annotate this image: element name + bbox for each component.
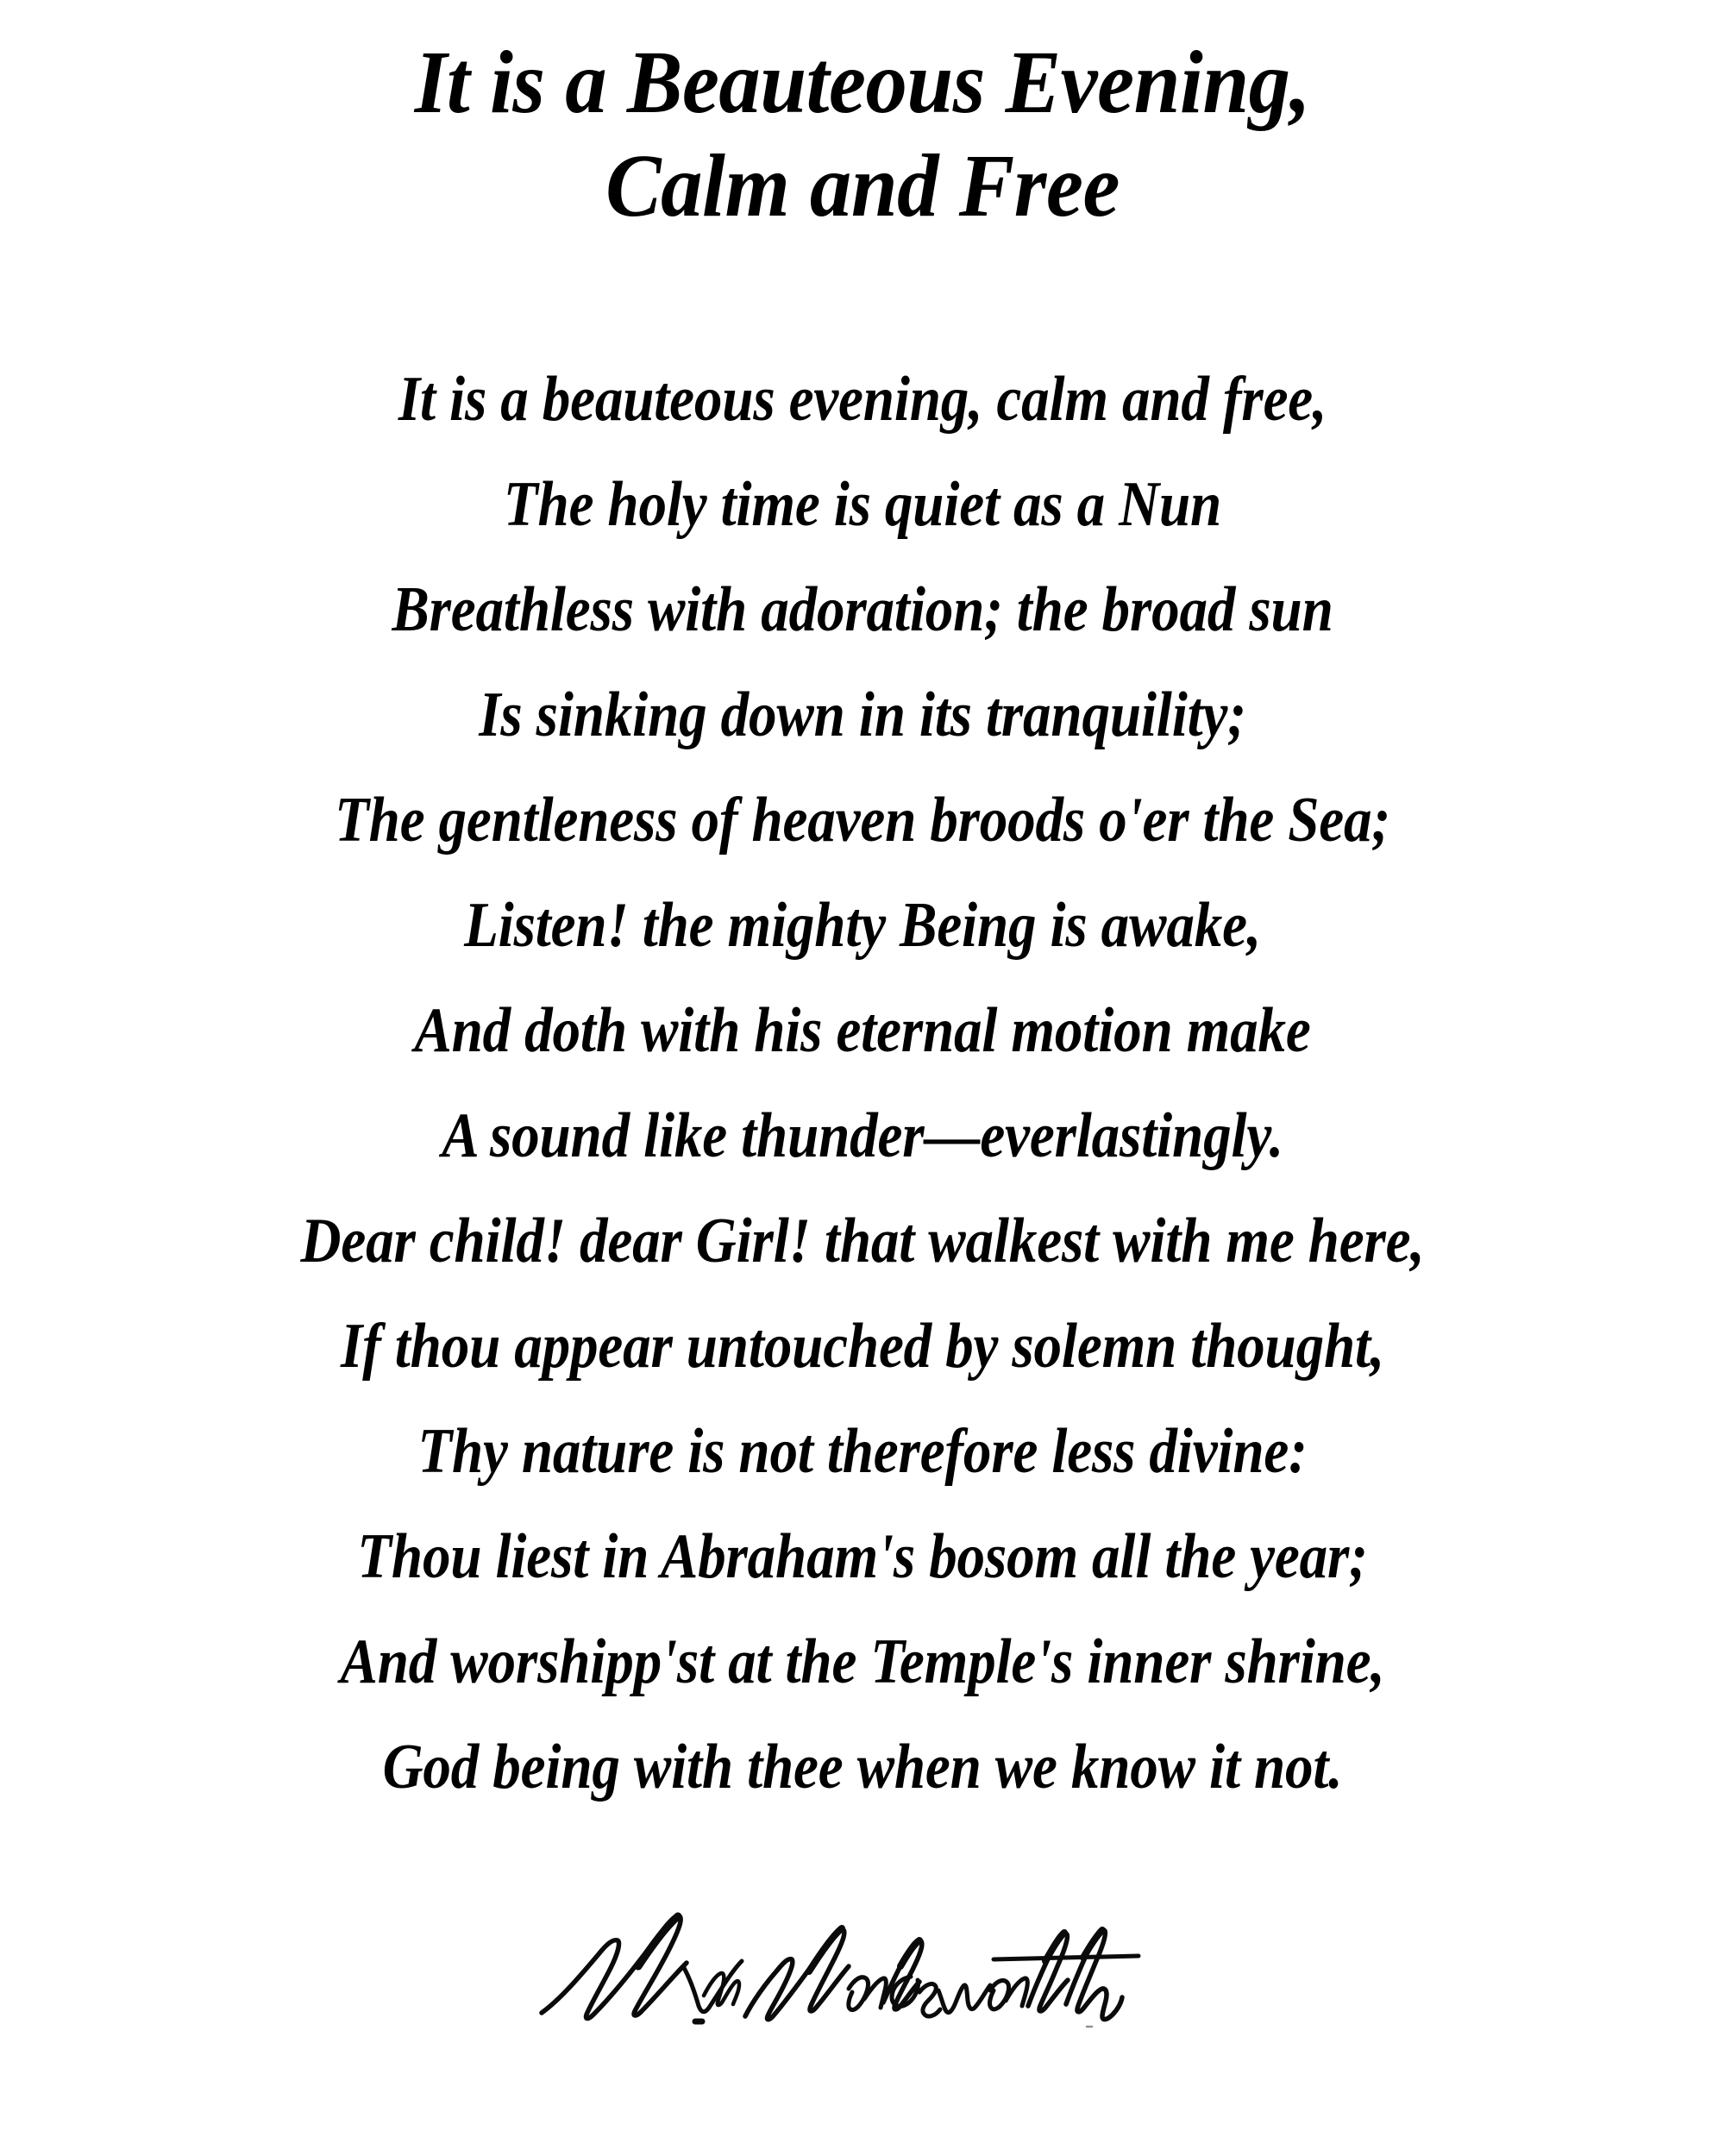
poem-line: And worshipp'st at the Temple's inner shrine, [340, 1626, 1385, 1697]
page-title-line-2: Calm and Free [605, 136, 1120, 235]
author-signature-icon [535, 1906, 1190, 2035]
poem-line: God being with thee when we know it not. [382, 1732, 1343, 1802]
poem-line: If thou appear untouched by solemn thought, [340, 1311, 1385, 1382]
poem-line: The gentleness of heaven broods o'er the Sea; [335, 785, 1390, 856]
page-title [293, 0, 1433, 238]
signature-block [535, 1906, 1190, 2035]
poem-line: Thy nature is not therefore less divine: [417, 1416, 1308, 1487]
poem-line: Listen! the mighty Being is awake, [464, 890, 1261, 961]
page-title-line-1: It is a Beauteous Evening, [414, 33, 1311, 132]
poem-line: A sound like thunder—everlastingly. [442, 1100, 1283, 1171]
poem-text [216, 347, 1509, 1820]
poem-line: And doth with his eternal motion make [414, 995, 1311, 1066]
poem-line: Is sinking down in its tranquility; [479, 680, 1246, 750]
poem-line: Dear child! dear Girl! that walkest with me here, [300, 1206, 1425, 1276]
poem-line: The holy time is quiet as a Nun [503, 469, 1222, 540]
poem-line: It is a beauteous evening, calm and free, [398, 364, 1327, 435]
poem-line: Thou liest in Abraham's bosom all the year; [357, 1521, 1368, 1592]
poem-line: Breathless with adoration; the broad sun [392, 574, 1333, 645]
